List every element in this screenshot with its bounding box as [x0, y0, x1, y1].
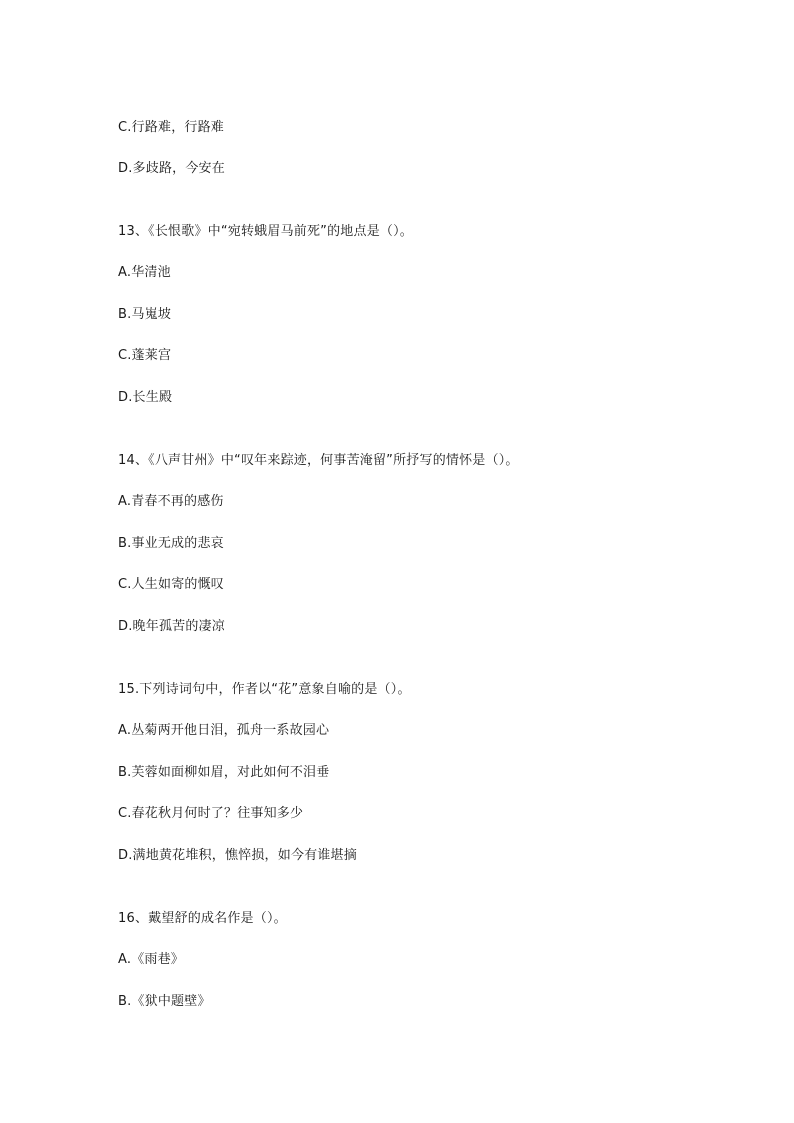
option-a-q15: A.丛菊两开他日泪，孤舟一系故园心	[118, 723, 330, 738]
option-a-q14: A.青春不再的感伤	[118, 494, 224, 509]
option-b-q16: B.《狱中题壁》	[118, 994, 211, 1009]
option-d-q12: D.多歧路，今安在	[118, 161, 225, 176]
question-16: 16、戴望舒的成名作是（）。	[118, 911, 287, 926]
option-c-q15: C.春花秋月何时了？往事知多少	[118, 806, 304, 821]
option-d-q13: D.长生殿	[118, 390, 173, 405]
option-b-q14: B.事业无成的悲哀	[118, 536, 224, 551]
option-d-q14: D.晚年孤苦的凄凉	[118, 619, 225, 634]
option-c-q14: C.人生如寄的慨叹	[118, 577, 225, 592]
option-b-q15: B.芙蓉如面柳如眉，对此如何不泪垂	[118, 765, 330, 780]
question-14: 14、《八声甘州》中“叹年来踪迹，何事苦淹留”所抒写的情怀是（）。	[118, 453, 519, 468]
option-c-q12: C.行路难，行路难	[118, 120, 225, 135]
question-13: 13、《长恨歌》中“宛转蛾眉马前死”的地点是（）。	[118, 224, 414, 239]
option-a-q13: A.华清池	[118, 265, 171, 280]
option-d-q15: D.满地黄花堆积，憔悴损，如今有谁堪摘	[118, 848, 357, 863]
question-15: 15.下列诗词句中，作者以“花”意象自喻的是（）。	[118, 682, 411, 697]
option-c-q13: C.蓬莱宫	[118, 348, 172, 363]
option-a-q16: A.《雨巷》	[118, 952, 184, 967]
option-b-q13: B.马嵬坡	[118, 307, 172, 322]
